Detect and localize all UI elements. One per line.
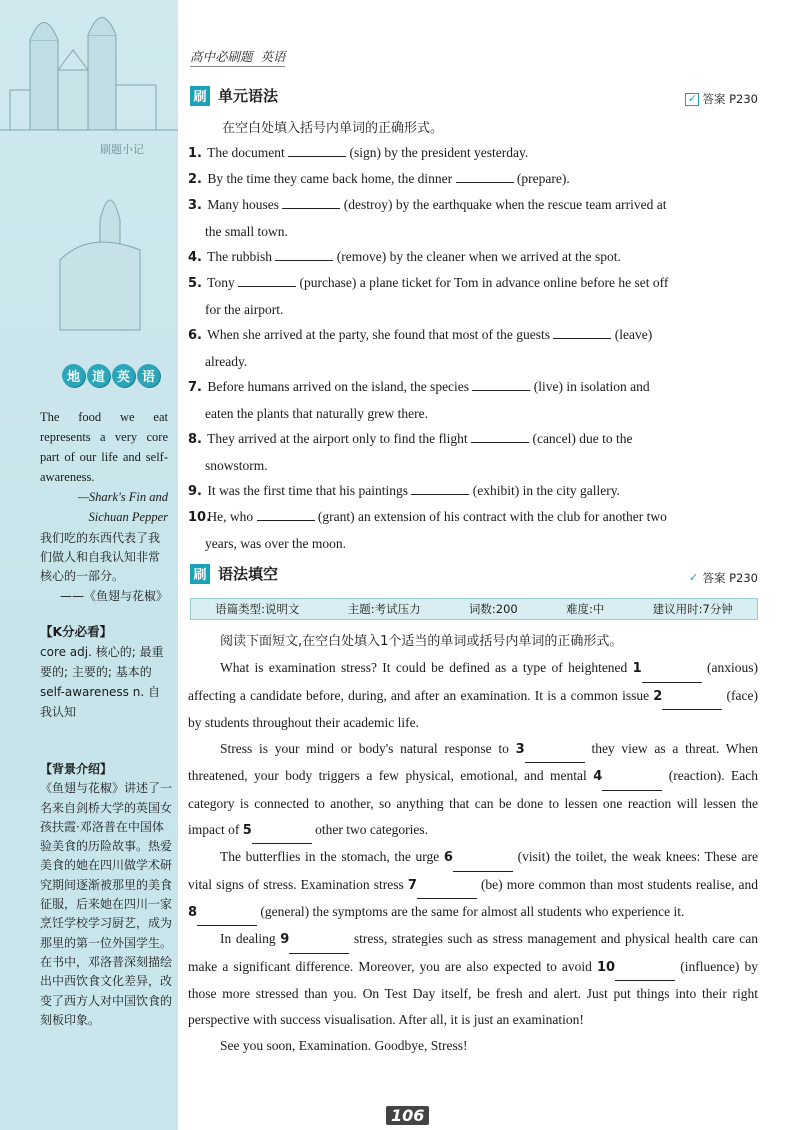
- blank-number: 8: [188, 904, 198, 920]
- answer-blank[interactable]: [453, 844, 513, 871]
- section2-answer: [687, 570, 758, 586]
- answer-blank[interactable]: [197, 899, 257, 926]
- passage-text: (face) by students throughout their academic life.: [188, 687, 758, 730]
- background-box: [40, 760, 172, 1030]
- question-number: 1.: [188, 146, 202, 161]
- question-text: (sign) by the president yesterday.: [349, 145, 529, 160]
- question-item: [188, 504, 758, 557]
- info-topic: 主题:考试压力: [347, 602, 421, 616]
- subject-title: 英语: [260, 49, 286, 64]
- answer-blank[interactable]: [288, 144, 346, 157]
- blank-number: 4: [593, 769, 603, 785]
- info-bar: [190, 598, 758, 620]
- question-text: (grant) an extension of his contract with the club for another two: [317, 509, 667, 524]
- answer-blank[interactable]: [257, 508, 315, 521]
- question-text: already.: [205, 354, 248, 369]
- background-text: 《鱼翅与花椒》讲述了一名来自剑桥大学的英国女孩扶霞·邓洛普在中国体验美食的历险故事。热爱美食的她在四川做学术研究期间逐渐被那里的美食征服，后来她在四川一家烹饪学校学习厨艺，成为那里的第一位外国学生。在书中，邓洛普深刻描绘出中西饮食文化差异，改变了西方人对中国饮食的刻板印象。: [40, 781, 173, 1027]
- question-number: 2.: [188, 172, 202, 187]
- question-text: He, who: [207, 509, 254, 524]
- quote-source: —Shark's Fin and Sichuan Pepper: [77, 490, 168, 524]
- question-text: The document: [207, 145, 285, 160]
- blank-number: 9: [280, 932, 290, 948]
- answer-blank[interactable]: [662, 683, 722, 710]
- vocab-title: 【K分必看】: [40, 624, 113, 639]
- section1-answer: [685, 91, 758, 107]
- question-item: [188, 426, 758, 479]
- blank-number: 2: [653, 688, 663, 704]
- question-text: (remove) by the cleaner when we arrived at the spot.: [336, 249, 621, 264]
- page-header: [190, 47, 285, 67]
- passage-text: Stress is your mind or body's natural response to: [220, 741, 509, 757]
- check-icon: ✓: [685, 93, 699, 106]
- blank-number: 7: [407, 877, 417, 893]
- check-icon: ✓: [688, 570, 699, 584]
- paragraph: See you soon, Examination. Goodbye, Stress!: [220, 1038, 468, 1054]
- passage-text: (visit) the toilet, the weak knees: These are vital signs of stress. Examination stress: [188, 849, 758, 892]
- passage-instruction: 阅读下面短文,在空白处填入1个适当的单词或括号内单词的正确形式。: [220, 634, 623, 649]
- badge-char: 英: [112, 364, 135, 387]
- question-number: 10.: [188, 510, 212, 525]
- question-text: By the time they came back home, the dinner: [207, 171, 453, 186]
- answer-blank[interactable]: [411, 482, 469, 495]
- blank-number: 1: [632, 661, 642, 677]
- blank-number: 5: [242, 823, 252, 839]
- vocab-core: core adj. 核心的; 最重要的; 主要的; 基本的: [40, 645, 164, 679]
- question-number: 9.: [188, 484, 202, 499]
- answer-blank[interactable]: [642, 655, 702, 682]
- answer-blank[interactable]: [472, 378, 530, 391]
- question-number: 7.: [188, 380, 202, 395]
- passage-text: The butterflies in the stomach, the urge: [220, 849, 440, 865]
- question-text: (prepare).: [516, 171, 570, 186]
- passage-text: stress, strategies such as stress management and physical health care can make a significant difference. Moreover, you are also expected to avoid: [188, 931, 759, 974]
- question-item: [188, 270, 758, 323]
- blank-number: 10: [597, 959, 616, 975]
- question-text: the small town.: [205, 224, 288, 239]
- question-text: When she arrived at the party, she found that most of the guests: [207, 327, 551, 342]
- question-number: 6.: [188, 328, 202, 343]
- answer-blank[interactable]: [615, 954, 675, 981]
- section1-instruction: 在空白处填入括号内单词的正确形式。: [222, 121, 444, 136]
- passage-text: (reaction). Each category is connected to another, so anything that can be done to lessen one reaction will lessen the impact of: [188, 768, 759, 838]
- blank-number: 3: [515, 742, 525, 758]
- quote-chinese: 我们吃的东西代表了我们做人和自我认知非常核心的一部分。: [40, 531, 161, 583]
- answer-blank[interactable]: [252, 817, 312, 844]
- shua-badge: 刷: [190, 86, 210, 106]
- answer-ref: 答案 P230: [702, 92, 758, 106]
- paragraph: [188, 736, 758, 844]
- vocab-self-awareness: self-awareness n. 自我认知: [40, 685, 160, 719]
- question-item: [188, 166, 758, 193]
- info-difficulty: 难度:中: [566, 602, 605, 616]
- answer-blank[interactable]: [282, 196, 340, 209]
- info-wordcount: 词数:200: [468, 602, 518, 616]
- answer-blank[interactable]: [456, 170, 514, 183]
- question-text: Tony: [207, 275, 235, 290]
- question-text: snowstorm.: [205, 458, 268, 473]
- question-item: [188, 374, 758, 427]
- question-text: It was the first time that his paintings: [207, 483, 408, 498]
- answer-blank[interactable]: [553, 326, 611, 339]
- question-item: [188, 192, 758, 245]
- answer-blank[interactable]: [525, 736, 585, 763]
- badge-char: 语: [137, 364, 160, 387]
- question-text: years, was over the moon.: [205, 536, 346, 551]
- question-text: eaten the plants that naturally grew there.: [205, 406, 429, 421]
- answer-blank[interactable]: [602, 763, 662, 790]
- badge-char: 地: [62, 364, 85, 387]
- question-number: 3.: [188, 198, 202, 213]
- passage-text: (general) the symptoms are the same for almost all students who experience it.: [260, 903, 685, 919]
- question-text: They arrived at the airport only to find the flight: [207, 431, 468, 446]
- paragraph: [188, 655, 758, 736]
- question-text: (exhibit) in the city gallery.: [472, 483, 620, 498]
- question-item: [188, 322, 758, 375]
- church-illustration: [0, 0, 178, 380]
- answer-blank[interactable]: [275, 248, 333, 261]
- question-text: Many houses: [207, 197, 279, 212]
- question-text: (live) in isolation and: [533, 379, 650, 394]
- info-time: 建议用时:7分钟: [652, 602, 733, 616]
- passage-text: (influence) by those more stressed than you. On Test Day itself, be fresh and alert. Just put things into their right perspective with success visualisation. After all, it is just an examination!: [188, 958, 759, 1028]
- answer-ref: 答案 P230: [702, 571, 758, 585]
- question-number: 4.: [188, 250, 202, 265]
- sidebar: [0, 0, 178, 1130]
- sidebar-caption: 刷题小记: [100, 143, 144, 156]
- passage: [188, 629, 758, 1060]
- passage-text: other two categories.: [315, 822, 428, 838]
- badge-char: 道: [87, 364, 110, 387]
- question-text: (destroy) by the earthquake when the rescue team arrived at: [343, 197, 667, 212]
- question-text: (purchase) a plane ticket for Tom in advance online before he set off: [299, 275, 669, 290]
- passage-text: (be) more common than most students realise, and: [480, 876, 759, 892]
- question-item: [188, 244, 758, 271]
- didao-badge: [62, 364, 162, 387]
- passage-text: What is examination stress? It could be defined as a type of heightened: [220, 660, 628, 676]
- section1-title: [190, 85, 278, 106]
- question-number: 5.: [188, 276, 202, 291]
- paragraph: [188, 844, 758, 926]
- section1-title-text: 单元语法: [218, 87, 279, 105]
- quote-chinese-source: ——《鱼翅与花椒》: [59, 589, 168, 603]
- passage-text: they view as a threat. When threatened, your body triggers a few physical, emotional, and mental: [188, 741, 758, 784]
- question-text: for the airport.: [205, 302, 284, 317]
- section2-title: [190, 563, 278, 584]
- blank-number: 6: [443, 850, 453, 866]
- question-item: [188, 478, 758, 505]
- shua-badge: 刷: [190, 564, 210, 584]
- question-text: The rubbish: [207, 249, 273, 264]
- quote-block: [40, 407, 168, 606]
- answer-blank[interactable]: [238, 274, 296, 287]
- answer-blank[interactable]: [417, 872, 477, 899]
- page-number: 106: [386, 1106, 429, 1125]
- question-number: 8.: [188, 432, 202, 447]
- book-title: 高中必刷题: [190, 49, 253, 64]
- answer-blank[interactable]: [289, 926, 349, 953]
- answer-blank[interactable]: [471, 430, 529, 443]
- question-text: (leave): [614, 327, 653, 342]
- question-item: [188, 140, 758, 167]
- quote-english: The food we eat represents a very core part of our life and self-awareness.: [40, 410, 168, 484]
- background-title: 【背景介绍】: [40, 762, 113, 776]
- vocab-box: [40, 622, 170, 722]
- info-genre: 语篇类型:说明文: [215, 602, 300, 616]
- passage-text: In dealing: [220, 931, 276, 947]
- passage-text: (anxious) affecting a candidate before, during, and after an examination. It is a common issue: [188, 660, 759, 703]
- question-text: Before humans arrived on the island, the species: [207, 379, 470, 394]
- section2-title-text: 语法填空: [218, 565, 279, 583]
- question-text: (cancel) due to the: [532, 431, 633, 446]
- paragraph: [188, 926, 758, 1033]
